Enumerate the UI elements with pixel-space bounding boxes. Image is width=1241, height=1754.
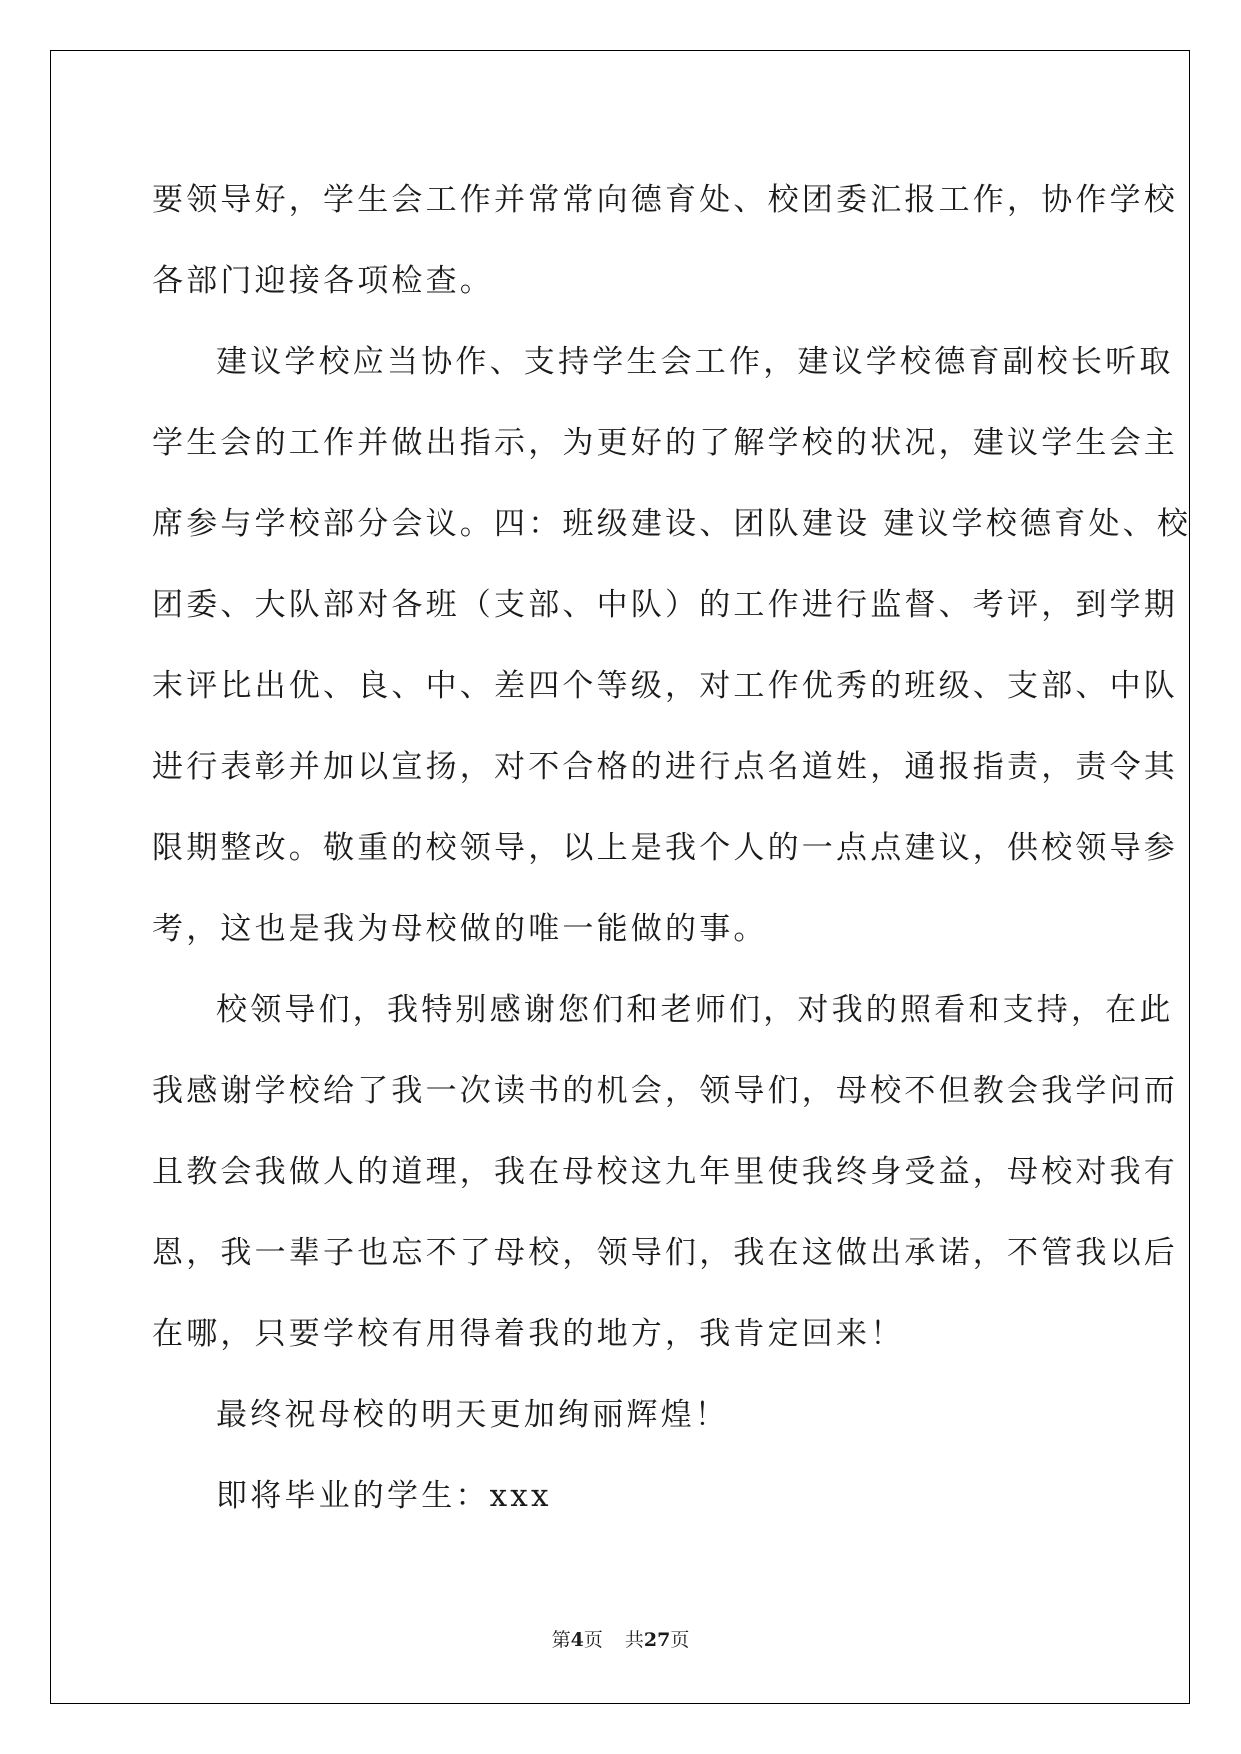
text-line: 限期整改。敬重的校领导，以上是我个人的一点点建议，供校领导参 bbox=[152, 830, 1178, 866]
signature-line: 即将毕业的学生：xxx bbox=[216, 1478, 552, 1514]
page-footer bbox=[0, 1625, 1241, 1652]
text-line: 各部门迎接各项检查。 bbox=[152, 263, 494, 299]
text-line: 考，这也是我为母校做的唯一能做的事。 bbox=[152, 911, 768, 947]
text-line: 我感谢学校给了我一次读书的机会，领导们，母校不但教会我学问而 bbox=[152, 1073, 1178, 1109]
text-line: 要领导好，学生会工作并常常向德育处、校团委汇报工作，协作学校 bbox=[152, 182, 1178, 218]
text-line: 末评比出优、良、中、差四个等级，对工作优秀的班级、支部、中队 bbox=[152, 668, 1178, 704]
text-line: 团委、大队部对各班（支部、中队）的工作进行监督、考评，到学期 bbox=[152, 587, 1178, 623]
total-prefix: 共 bbox=[624, 1629, 644, 1651]
text-line: 恩，我一辈子也忘不了母校，领导们，我在这做出承诺，不管我以后 bbox=[152, 1235, 1178, 1271]
text-line: 进行表彰并加以宣扬，对不合格的进行点名道姓，通报指责，责令其 bbox=[152, 749, 1178, 785]
text-line: 在哪，只要学校有用得着我的地方，我肯定回来！ bbox=[152, 1316, 905, 1352]
paragraph-first-line: 建议学校应当协作、支持学生会工作，建议学校德育副校长听取 bbox=[216, 344, 1174, 380]
text-line: 学生会的工作并做出指示，为更好的了解学校的状况，建议学生会主 bbox=[152, 425, 1178, 461]
total-page-number: 27 bbox=[643, 1629, 671, 1651]
page-suffix: 页 bbox=[583, 1629, 603, 1651]
text-line: 且教会我做人的道理，我在母校这九年里使我终身受益，母校对我有 bbox=[152, 1154, 1178, 1190]
paragraph-first-line: 校领导们，我特别感谢您们和老师们，对我的照看和支持，在此 bbox=[216, 992, 1174, 1028]
current-page-number: 4 bbox=[570, 1629, 584, 1651]
text-line: 席参与学校部分会议。四：班级建设、团队建设 建议学校德育处、校 bbox=[152, 506, 1192, 542]
page-prefix: 第 bbox=[551, 1629, 571, 1651]
closing-wish: 最终祝母校的明天更加绚丽辉煌！ bbox=[216, 1397, 729, 1433]
total-suffix: 页 bbox=[670, 1629, 690, 1651]
document-body bbox=[152, 160, 1192, 1537]
